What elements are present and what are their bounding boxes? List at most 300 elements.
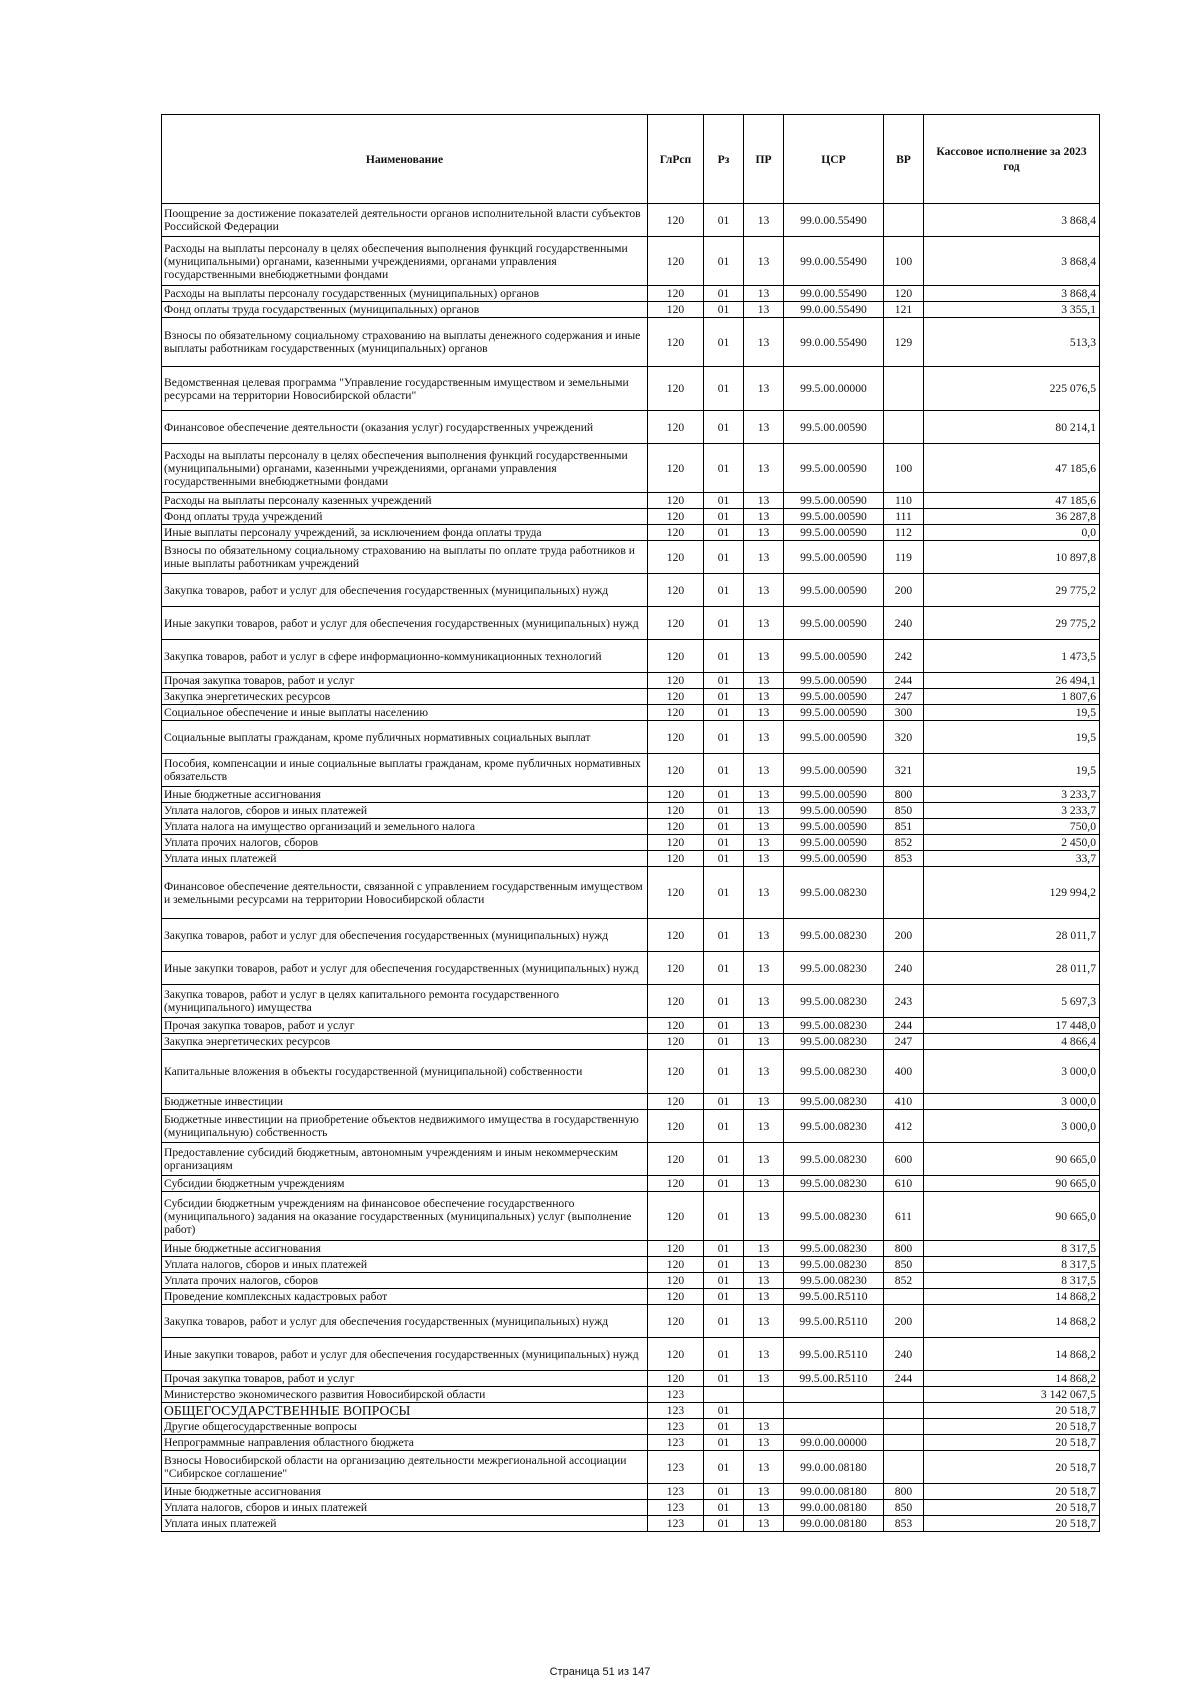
row-glrsp: 120 <box>648 819 704 835</box>
row-pr: 13 <box>744 919 784 952</box>
row-glrsp: 120 <box>648 705 704 721</box>
row-csr: 99.5.00.08230 <box>784 1143 884 1176</box>
row-vr: 247 <box>884 1034 924 1050</box>
row-name: Уплата иных платежей <box>162 1516 648 1532</box>
row-pr: 13 <box>744 204 784 237</box>
row-glrsp: 120 <box>648 851 704 867</box>
row-rz: 01 <box>704 803 744 819</box>
row-vr: 800 <box>884 1484 924 1500</box>
row-amount: 3 868,4 <box>924 204 1100 237</box>
row-rz: 01 <box>704 1484 744 1500</box>
row-csr: 99.5.00.08230 <box>784 985 884 1018</box>
row-csr: 99.5.00.08230 <box>784 1257 884 1273</box>
row-glrsp: 120 <box>648 367 704 411</box>
row-pr: 13 <box>744 1419 784 1435</box>
row-csr: 99.5.00.00590 <box>784 819 884 835</box>
row-vr <box>884 1289 924 1305</box>
table-row <box>162 835 1100 851</box>
row-csr: 99.5.00.08230 <box>784 1034 884 1050</box>
row-glrsp: 120 <box>648 607 704 640</box>
row-vr: 240 <box>884 1338 924 1371</box>
row-vr: 244 <box>884 1371 924 1387</box>
row-amount: 14 868,2 <box>924 1371 1100 1387</box>
row-name: Уплата налогов, сборов и иных платежей <box>162 1500 648 1516</box>
row-name: Закупка энергетических ресурсов <box>162 689 648 705</box>
row-name: Уплата налога на имущество организаций и земельного налога <box>162 819 648 835</box>
row-rz: 01 <box>704 1371 744 1387</box>
row-csr: 99.5.00.00590 <box>784 754 884 787</box>
row-glrsp: 120 <box>648 1034 704 1050</box>
row-name: Уплата налогов, сборов и иных платежей <box>162 803 648 819</box>
row-vr: 112 <box>884 525 924 541</box>
row-glrsp: 120 <box>648 1018 704 1034</box>
row-rz: 01 <box>704 237 744 286</box>
row-glrsp: 120 <box>648 803 704 819</box>
row-csr: 99.0.00.08180 <box>784 1451 884 1484</box>
row-amount: 3 233,7 <box>924 803 1100 819</box>
row-amount: 1 473,5 <box>924 640 1100 673</box>
page-number: Страница 51 из 147 <box>549 1666 651 1678</box>
row-name: Пособия, компенсации и иные социальные выплаты гражданам, кроме публичных нормативных обязательств <box>162 754 648 787</box>
row-glrsp: 120 <box>648 1176 704 1192</box>
row-name: Социальные выплаты гражданам, кроме публичных нормативных социальных выплат <box>162 721 648 754</box>
row-csr: 99.0.00.08180 <box>784 1516 884 1532</box>
row-amount: 20 518,7 <box>924 1484 1100 1500</box>
row-rz: 01 <box>704 525 744 541</box>
row-vr: 119 <box>884 541 924 574</box>
row-glrsp: 120 <box>648 444 704 493</box>
row-pr: 13 <box>744 367 784 411</box>
row-rz: 01 <box>704 1273 744 1289</box>
table-row <box>162 574 1100 607</box>
table-row <box>162 1143 1100 1176</box>
header-rz: Рз <box>704 115 744 204</box>
row-csr: 99.5.00.00590 <box>784 851 884 867</box>
row-amount: 29 775,2 <box>924 574 1100 607</box>
row-amount: 1 807,6 <box>924 689 1100 705</box>
row-glrsp: 120 <box>648 1305 704 1338</box>
row-amount: 8 317,5 <box>924 1273 1100 1289</box>
row-rz: 01 <box>704 1143 744 1176</box>
row-csr: 99.5.00.00590 <box>784 525 884 541</box>
row-name: Прочая закупка товаров, работ и услуг <box>162 673 648 689</box>
row-pr: 13 <box>744 411 784 444</box>
row-glrsp: 120 <box>648 835 704 851</box>
row-rz: 01 <box>704 1241 744 1257</box>
row-pr: 13 <box>744 1094 784 1110</box>
row-csr: 99.5.00.00590 <box>784 803 884 819</box>
row-glrsp: 123 <box>648 1451 704 1484</box>
row-csr: 99.5.00.00590 <box>784 607 884 640</box>
row-rz: 01 <box>704 574 744 607</box>
row-amount: 14 868,2 <box>924 1338 1100 1371</box>
row-pr: 13 <box>744 721 784 754</box>
row-name: Расходы на выплаты персоналу в целях обеспечения выполнения функций государственными (муниципальными) органами, казенными учреждениями, органами управления государственными внебюджетными фондами <box>162 237 648 286</box>
table-row <box>162 1094 1100 1110</box>
row-pr: 13 <box>744 1500 784 1516</box>
table-row <box>162 411 1100 444</box>
row-csr: 99.5.00.08230 <box>784 1192 884 1241</box>
row-vr: 611 <box>884 1192 924 1241</box>
row-amount: 90 665,0 <box>924 1192 1100 1241</box>
table-row <box>162 1018 1100 1034</box>
row-glrsp: 120 <box>648 1257 704 1273</box>
row-rz: 01 <box>704 1050 744 1094</box>
row-vr: 410 <box>884 1094 924 1110</box>
row-amount: 28 011,7 <box>924 952 1100 985</box>
row-pr: 13 <box>744 318 784 367</box>
row-csr: 99.0.00.55490 <box>784 237 884 286</box>
row-glrsp: 120 <box>648 673 704 689</box>
row-glrsp: 120 <box>648 318 704 367</box>
row-name: Иные закупки товаров, работ и услуг для обеспечения государственных (муниципальных) нужд <box>162 952 648 985</box>
row-rz: 01 <box>704 411 744 444</box>
row-vr: 200 <box>884 1305 924 1338</box>
row-name: Иные бюджетные ассигнования <box>162 1241 648 1257</box>
row-rz: 01 <box>704 367 744 411</box>
row-name: ОБЩЕГОСУДАРСТВЕННЫЕ ВОПРОСЫ <box>162 1403 648 1419</box>
row-glrsp: 120 <box>648 541 704 574</box>
row-csr: 99.5.00.08230 <box>784 1241 884 1257</box>
row-amount: 10 897,8 <box>924 541 1100 574</box>
row-csr: 99.5.00.08230 <box>784 867 884 919</box>
row-name: Взносы Новосибирской области на организацию деятельности межрегиональной ассоциации "Сибирское соглашение" <box>162 1451 648 1484</box>
row-pr: 13 <box>744 640 784 673</box>
row-name: Прочая закупка товаров, работ и услуг <box>162 1371 648 1387</box>
table-row <box>162 1516 1100 1532</box>
row-pr: 13 <box>744 525 784 541</box>
row-pr: 13 <box>744 1371 784 1387</box>
row-rz: 01 <box>704 1403 744 1419</box>
row-pr: 13 <box>744 1257 784 1273</box>
row-vr: 850 <box>884 803 924 819</box>
row-rz <box>704 1387 744 1403</box>
row-vr <box>884 1419 924 1435</box>
table-row <box>162 1050 1100 1094</box>
table-row <box>162 787 1100 803</box>
row-amount: 26 494,1 <box>924 673 1100 689</box>
row-name: Уплата налогов, сборов и иных платежей <box>162 1257 648 1273</box>
row-csr: 99.5.00.08230 <box>784 1110 884 1143</box>
row-pr: 13 <box>744 1176 784 1192</box>
row-rz: 01 <box>704 1018 744 1034</box>
row-amount: 20 518,7 <box>924 1500 1100 1516</box>
table-row <box>162 607 1100 640</box>
budget-table <box>161 114 1100 1532</box>
row-vr: 321 <box>884 754 924 787</box>
row-amount: 513,3 <box>924 318 1100 367</box>
table-row <box>162 525 1100 541</box>
row-csr: 99.0.00.55490 <box>784 302 884 318</box>
row-pr: 13 <box>744 1110 784 1143</box>
row-vr: 412 <box>884 1110 924 1143</box>
row-glrsp: 120 <box>648 787 704 803</box>
row-vr: 242 <box>884 640 924 673</box>
row-rz: 01 <box>704 1305 744 1338</box>
table-row <box>162 952 1100 985</box>
row-pr: 13 <box>744 673 784 689</box>
row-vr: 800 <box>884 1241 924 1257</box>
row-amount: 3 142 067,5 <box>924 1387 1100 1403</box>
row-rz: 01 <box>704 1419 744 1435</box>
table-row <box>162 1192 1100 1241</box>
table-row <box>162 1034 1100 1050</box>
row-glrsp: 120 <box>648 237 704 286</box>
row-csr: 99.0.00.08180 <box>784 1500 884 1516</box>
row-amount: 3 868,4 <box>924 237 1100 286</box>
row-pr: 13 <box>744 1435 784 1451</box>
table-row <box>162 204 1100 237</box>
header-csr: ЦСР <box>784 115 884 204</box>
row-rz: 01 <box>704 444 744 493</box>
row-csr: 99.0.00.55490 <box>784 318 884 367</box>
row-csr <box>784 1403 884 1419</box>
row-rz: 01 <box>704 1289 744 1305</box>
row-rz: 01 <box>704 819 744 835</box>
row-rz: 01 <box>704 1034 744 1050</box>
row-csr: 99.5.00.00590 <box>784 673 884 689</box>
row-rz: 01 <box>704 1176 744 1192</box>
table-row <box>162 1387 1100 1403</box>
row-glrsp: 120 <box>648 286 704 302</box>
row-pr: 13 <box>744 803 784 819</box>
row-name: Ведомственная целевая программа "Управление государственным имуществом и земельными ресурсами на территории Новосибирской области" <box>162 367 648 411</box>
table-row <box>162 1273 1100 1289</box>
row-amount: 4 866,4 <box>924 1034 1100 1050</box>
row-pr: 13 <box>744 1338 784 1371</box>
row-glrsp: 120 <box>648 985 704 1018</box>
table-header-row <box>162 115 1100 204</box>
row-rz: 01 <box>704 318 744 367</box>
header-glrsp: ГлРсп <box>648 115 704 204</box>
table-row <box>162 444 1100 493</box>
row-pr: 13 <box>744 302 784 318</box>
row-rz: 01 <box>704 1435 744 1451</box>
row-rz: 01 <box>704 1192 744 1241</box>
row-name: Уплата иных платежей <box>162 851 648 867</box>
row-vr: 243 <box>884 985 924 1018</box>
row-pr: 13 <box>744 787 784 803</box>
row-csr: 99.5.00.00590 <box>784 705 884 721</box>
row-pr: 13 <box>744 835 784 851</box>
row-vr: 100 <box>884 444 924 493</box>
row-vr: 129 <box>884 318 924 367</box>
row-csr: 99.5.00.00590 <box>784 574 884 607</box>
row-name: Иные бюджетные ассигнования <box>162 1484 648 1500</box>
row-rz: 01 <box>704 689 744 705</box>
row-csr: 99.5.00.08230 <box>784 1176 884 1192</box>
row-csr: 99.5.00.00590 <box>784 411 884 444</box>
row-amount: 90 665,0 <box>924 1143 1100 1176</box>
row-vr: 240 <box>884 607 924 640</box>
row-pr: 13 <box>744 705 784 721</box>
row-name: Субсидии бюджетным учреждениям на финансовое обеспечение государственного (муниципального) задания на оказание государственных (муниципальных) услуг (выполнение работ) <box>162 1192 648 1241</box>
row-name: Уплата прочих налогов, сборов <box>162 1273 648 1289</box>
row-amount: 8 317,5 <box>924 1241 1100 1257</box>
row-rz: 01 <box>704 286 744 302</box>
row-amount: 14 868,2 <box>924 1289 1100 1305</box>
row-name: Расходы на выплаты персоналу в целях обеспечения выполнения функций государственными (муниципальными) органами, казенными учреждениями, органами управления государственными внебюджетными фондами <box>162 444 648 493</box>
row-name: Бюджетные инвестиции <box>162 1094 648 1110</box>
row-vr: 851 <box>884 819 924 835</box>
table-row <box>162 803 1100 819</box>
row-name: Уплата прочих налогов, сборов <box>162 835 648 851</box>
row-csr: 99.5.00.08230 <box>784 919 884 952</box>
table-row <box>162 1289 1100 1305</box>
row-csr: 99.0.00.55490 <box>784 286 884 302</box>
row-pr: 13 <box>744 1050 784 1094</box>
row-pr: 13 <box>744 1143 784 1176</box>
row-glrsp: 123 <box>648 1484 704 1500</box>
row-glrsp: 120 <box>648 1050 704 1094</box>
table-row <box>162 1338 1100 1371</box>
row-glrsp: 120 <box>648 754 704 787</box>
row-csr: 99.5.00.00000 <box>784 367 884 411</box>
row-csr: 99.5.00.R5110 <box>784 1305 884 1338</box>
row-rz: 01 <box>704 1094 744 1110</box>
row-glrsp: 123 <box>648 1516 704 1532</box>
table-row <box>162 754 1100 787</box>
row-rz: 01 <box>704 1110 744 1143</box>
row-vr <box>884 367 924 411</box>
row-rz: 01 <box>704 721 744 754</box>
row-amount: 20 518,7 <box>924 1451 1100 1484</box>
row-pr: 13 <box>744 541 784 574</box>
row-amount: 3 355,1 <box>924 302 1100 318</box>
table-row <box>162 1419 1100 1435</box>
row-amount: 90 665,0 <box>924 1176 1100 1192</box>
row-csr: 99.5.00.00590 <box>784 541 884 574</box>
row-csr: 99.5.00.R5110 <box>784 1338 884 1371</box>
table-row <box>162 1451 1100 1484</box>
row-name: Закупка товаров, работ и услуг для обеспечения государственных (муниципальных) нужд <box>162 574 648 607</box>
row-rz: 01 <box>704 919 744 952</box>
table-row <box>162 509 1100 525</box>
row-glrsp: 123 <box>648 1387 704 1403</box>
row-amount: 3 000,0 <box>924 1050 1100 1094</box>
row-glrsp: 120 <box>648 1241 704 1257</box>
table-row <box>162 318 1100 367</box>
row-glrsp: 123 <box>648 1500 704 1516</box>
row-pr: 13 <box>744 574 784 607</box>
row-pr: 13 <box>744 444 784 493</box>
table-row <box>162 1403 1100 1419</box>
row-amount: 19,5 <box>924 721 1100 754</box>
row-rz: 01 <box>704 1500 744 1516</box>
row-pr: 13 <box>744 1034 784 1050</box>
row-rz: 01 <box>704 851 744 867</box>
row-csr <box>784 1419 884 1435</box>
header-pr: ПР <box>744 115 784 204</box>
row-csr: 99.5.00.00590 <box>784 509 884 525</box>
row-csr: 99.5.00.08230 <box>784 1018 884 1034</box>
row-pr: 13 <box>744 1241 784 1257</box>
row-amount: 29 775,2 <box>924 607 1100 640</box>
row-vr: 853 <box>884 851 924 867</box>
row-pr: 13 <box>744 867 784 919</box>
row-vr: 600 <box>884 1143 924 1176</box>
row-amount: 20 518,7 <box>924 1516 1100 1532</box>
table-row <box>162 1241 1100 1257</box>
row-csr: 99.5.00.R5110 <box>784 1371 884 1387</box>
row-glrsp: 120 <box>648 509 704 525</box>
row-amount: 20 518,7 <box>924 1403 1100 1419</box>
row-name: Непрограммные направления областного бюджета <box>162 1435 648 1451</box>
row-amount: 20 518,7 <box>924 1435 1100 1451</box>
header-execution: Кассовое исполнение за 2023 год <box>924 115 1100 204</box>
table-row <box>162 721 1100 754</box>
row-pr: 13 <box>744 493 784 509</box>
row-amount: 47 185,6 <box>924 444 1100 493</box>
row-pr: 13 <box>744 952 784 985</box>
row-amount: 2 450,0 <box>924 835 1100 851</box>
row-amount: 20 518,7 <box>924 1419 1100 1435</box>
row-pr: 13 <box>744 985 784 1018</box>
row-glrsp: 120 <box>648 919 704 952</box>
row-vr: 247 <box>884 689 924 705</box>
row-vr: 111 <box>884 509 924 525</box>
table-row <box>162 673 1100 689</box>
row-vr <box>884 1435 924 1451</box>
row-rz: 01 <box>704 640 744 673</box>
row-glrsp: 120 <box>648 525 704 541</box>
row-glrsp: 120 <box>648 1094 704 1110</box>
row-amount: 19,5 <box>924 705 1100 721</box>
header-vr: ВР <box>884 115 924 204</box>
row-name: Иные закупки товаров, работ и услуг для обеспечения государственных (муниципальных) нужд <box>162 1338 648 1371</box>
table-row <box>162 1305 1100 1338</box>
row-amount: 750,0 <box>924 819 1100 835</box>
row-name: Прочая закупка товаров, работ и услуг <box>162 1018 648 1034</box>
row-pr <box>744 1403 784 1419</box>
row-csr: 99.0.00.55490 <box>784 204 884 237</box>
row-rz: 01 <box>704 673 744 689</box>
row-csr: 99.5.00.R5110 <box>784 1289 884 1305</box>
row-name: Капитальные вложения в объекты государственной (муниципальной) собственности <box>162 1050 648 1094</box>
table-row <box>162 1110 1100 1143</box>
row-csr: 99.5.00.00590 <box>784 640 884 673</box>
row-amount: 5 697,3 <box>924 985 1100 1018</box>
row-pr: 13 <box>744 1273 784 1289</box>
row-pr: 13 <box>744 1018 784 1034</box>
row-rz: 01 <box>704 985 744 1018</box>
row-name: Иные выплаты персоналу учреждений, за исключением фонда оплаты труда <box>162 525 648 541</box>
table-row <box>162 985 1100 1018</box>
row-vr <box>884 411 924 444</box>
row-glrsp: 120 <box>648 640 704 673</box>
row-vr: 852 <box>884 1273 924 1289</box>
row-name: Закупка товаров, работ и услуг в сфере информационно-коммуникационных технологий <box>162 640 648 673</box>
row-csr: 99.5.00.08230 <box>784 1050 884 1094</box>
row-vr: 121 <box>884 302 924 318</box>
row-pr <box>744 1387 784 1403</box>
row-rz: 01 <box>704 607 744 640</box>
row-vr: 400 <box>884 1050 924 1094</box>
row-name: Фонд оплаты труда учреждений <box>162 509 648 525</box>
row-name: Поощрение за достижение показателей деятельности органов исполнительной власти субъектов Российской Федерации <box>162 204 648 237</box>
row-glrsp: 120 <box>648 689 704 705</box>
row-vr: 244 <box>884 1018 924 1034</box>
row-csr: 99.5.00.00590 <box>784 721 884 754</box>
row-glrsp: 120 <box>648 574 704 607</box>
row-rz: 01 <box>704 1451 744 1484</box>
table-row <box>162 302 1100 318</box>
row-name: Субсидии бюджетным учреждениям <box>162 1176 648 1192</box>
row-vr: 853 <box>884 1516 924 1532</box>
row-amount: 225 076,5 <box>924 367 1100 411</box>
row-rz: 01 <box>704 493 744 509</box>
row-pr: 13 <box>744 1289 784 1305</box>
